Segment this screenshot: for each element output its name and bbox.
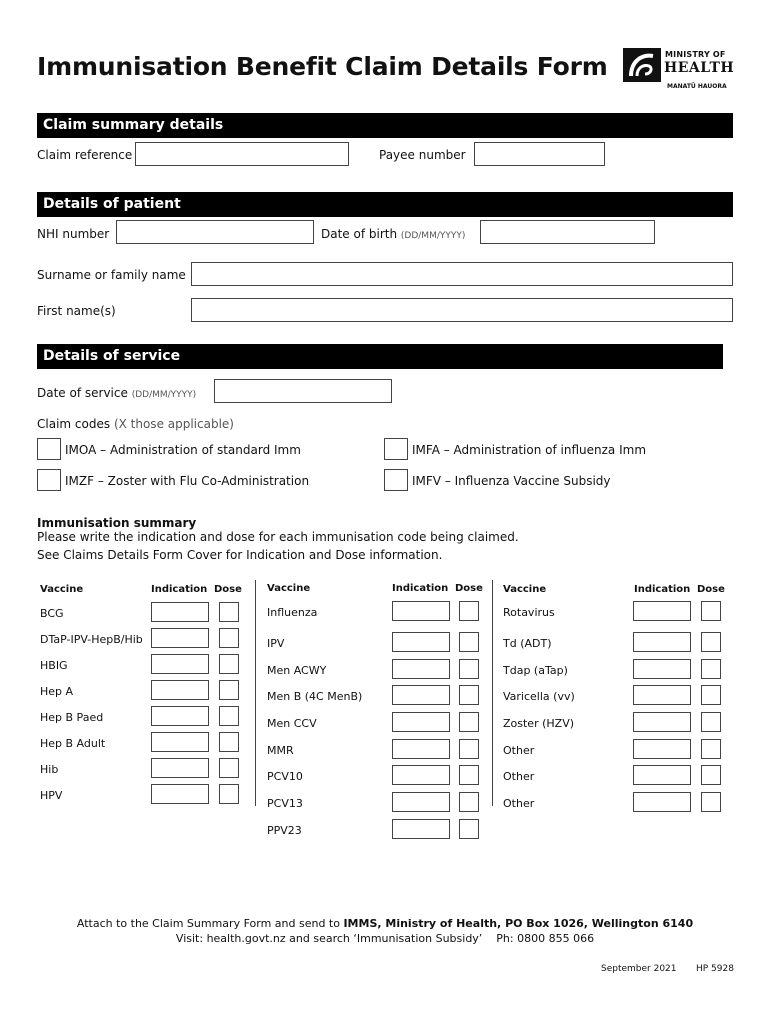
logo-line1: MINISTRY OF <box>665 50 726 59</box>
dose-input[interactable] <box>701 601 721 621</box>
col3-vaccine-header: Vaccine <box>503 584 547 595</box>
indication-input[interactable] <box>151 602 209 622</box>
indication-input[interactable] <box>633 765 691 785</box>
indication-input[interactable] <box>633 601 691 621</box>
vaccine-name: Other <box>503 797 535 810</box>
column-divider-1 <box>255 580 256 806</box>
service-date-label: Date of service (DD/MM/YYYY) <box>37 386 197 400</box>
koru-logo-icon <box>623 48 661 82</box>
indication-input[interactable] <box>392 685 450 705</box>
surname-label: Surname or family name <box>37 268 186 282</box>
dose-input[interactable] <box>219 758 239 778</box>
col2-dose-header: Dose <box>455 583 483 594</box>
vaccine-name: Hep A <box>40 685 74 698</box>
logo-line3: MANATŪ HAUORA <box>667 83 727 90</box>
logo-line2: HEALTH <box>664 60 735 76</box>
summary-line2: See Claims Details Form Cover for Indication and Dose information. <box>37 548 443 562</box>
dose-input[interactable] <box>459 765 479 785</box>
vaccine-name: Men ACWY <box>267 664 327 677</box>
vaccine-name: Hep B Paed <box>40 711 104 724</box>
col2-indication-header: Indication <box>392 583 449 594</box>
vaccine-name: HBIG <box>40 659 68 672</box>
vaccine-name: Td (ADT) <box>503 637 552 650</box>
dose-input[interactable] <box>459 712 479 732</box>
page-title: Immunisation Benefit Claim Details Form <box>37 52 608 81</box>
service-date-hint: (DD/MM/YYYY) <box>131 390 197 400</box>
imzf-checkbox[interactable] <box>37 469 61 491</box>
indication-input[interactable] <box>633 685 691 705</box>
dose-input[interactable] <box>701 765 721 785</box>
vaccine-name: HPV <box>40 789 63 802</box>
indication-input[interactable] <box>151 680 209 700</box>
dose-input[interactable] <box>219 784 239 804</box>
indication-input[interactable] <box>392 659 450 679</box>
vaccine-name: Tdap (aTap) <box>503 664 568 677</box>
vaccine-name: Other <box>503 770 535 783</box>
footer-code: HP 5928 <box>696 964 734 974</box>
indication-input[interactable] <box>633 792 691 812</box>
dob-hint: (DD/MM/YYYY) <box>400 231 466 241</box>
dose-input[interactable] <box>701 739 721 759</box>
col3-indication-header: Indication <box>634 584 691 595</box>
footer-date: September 2021 <box>601 964 677 974</box>
dose-input[interactable] <box>459 659 479 679</box>
indication-input[interactable] <box>151 706 209 726</box>
dose-input[interactable] <box>701 685 721 705</box>
service-date-input[interactable] <box>214 379 392 403</box>
dose-input[interactable] <box>459 685 479 705</box>
indication-input[interactable] <box>633 659 691 679</box>
indication-input[interactable] <box>151 732 209 752</box>
vaccine-name: Hep B Adult <box>40 737 106 750</box>
dob-label: Date of birth (DD/MM/YYYY) <box>321 227 466 241</box>
nhi-label: NHI number <box>37 227 110 241</box>
col1-dose-header: Dose <box>214 584 242 595</box>
vaccine-name: Influenza <box>267 606 318 619</box>
dose-input[interactable] <box>219 706 239 726</box>
vaccine-name: Hib <box>40 763 59 776</box>
vaccine-name: Other <box>503 744 535 757</box>
footer-line1: Attach to the Claim Summary Form and send to IMMS, Ministry of Health, PO Box 1026, Wellington 6140 <box>76 917 694 930</box>
nhi-input[interactable] <box>116 220 314 244</box>
claim-summary-heading: Claim summary details <box>37 113 733 138</box>
surname-input[interactable] <box>191 262 733 286</box>
indication-input[interactable] <box>151 654 209 674</box>
summary-line1: Please write the indication and dose for each immunisation code being claimed. <box>37 530 519 544</box>
vaccine-name: MMR <box>267 744 294 757</box>
dose-input[interactable] <box>219 602 239 622</box>
indication-input[interactable] <box>392 792 450 812</box>
imzf-label: IMZF – Zoster with Flu Co-Administration <box>65 474 310 488</box>
vaccine-name: Zoster (HZV) <box>503 717 575 730</box>
dose-input[interactable] <box>701 632 721 652</box>
vaccine-name: PPV23 <box>267 824 302 837</box>
vaccine-name: PCV13 <box>267 797 303 810</box>
indication-input[interactable] <box>392 601 450 621</box>
dose-input[interactable] <box>701 712 721 732</box>
imfa-checkbox[interactable] <box>384 438 408 460</box>
vaccine-name: DTaP-IPV-HepB/Hib <box>40 633 143 646</box>
indication-input[interactable] <box>633 739 691 759</box>
indication-input[interactable] <box>151 784 209 804</box>
vaccine-name: Varicella (vv) <box>503 690 575 703</box>
imoa-label: IMOA – Administration of standard Imm <box>65 443 301 457</box>
claim-codes-label: Claim codes (X those applicable) <box>37 417 234 431</box>
vaccine-name: BCG <box>40 607 64 620</box>
dose-input[interactable] <box>459 739 479 759</box>
col3-dose-header: Dose <box>697 584 725 595</box>
indication-input[interactable] <box>392 739 450 759</box>
vaccine-name: Men B (4C MenB) <box>267 690 363 703</box>
dose-input[interactable] <box>701 792 721 812</box>
payee-number-label: Payee number <box>379 148 466 162</box>
indication-input[interactable] <box>392 765 450 785</box>
dose-input[interactable] <box>219 732 239 752</box>
first-name-label: First name(s) <box>37 304 116 318</box>
imfv-checkbox[interactable] <box>384 469 408 491</box>
dob-input[interactable] <box>480 220 655 244</box>
col2-vaccine-header: Vaccine <box>267 583 311 594</box>
ministry-logo <box>623 48 733 94</box>
vaccine-name: Rotavirus <box>503 606 555 619</box>
indication-input[interactable] <box>392 712 450 732</box>
payee-number-input[interactable] <box>474 142 605 166</box>
dose-input[interactable] <box>459 792 479 812</box>
indication-input[interactable] <box>392 819 450 839</box>
indication-input[interactable] <box>633 712 691 732</box>
vaccine-name: IPV <box>267 637 285 650</box>
claim-reference-label: Claim reference <box>37 148 133 162</box>
patient-heading: Details of patient <box>37 192 733 217</box>
col1-indication-header: Indication <box>151 584 208 595</box>
first-name-input[interactable] <box>191 298 733 322</box>
dose-input[interactable] <box>219 628 239 648</box>
summary-heading: Immunisation summary <box>37 516 197 530</box>
footer-address: IMMS, Ministry of Health, PO Box 1026, Wellington 6140 <box>343 917 694 930</box>
dose-input[interactable] <box>701 659 721 679</box>
dose-input[interactable] <box>459 601 479 621</box>
col1-vaccine-header: Vaccine <box>40 584 84 595</box>
imoa-checkbox[interactable] <box>37 438 61 460</box>
claim-reference-input[interactable] <box>135 142 349 166</box>
imfv-label: IMFV – Influenza Vaccine Subsidy <box>412 474 611 488</box>
dose-input[interactable] <box>219 654 239 674</box>
indication-input[interactable] <box>151 628 209 648</box>
vaccine-name: Men CCV <box>267 717 317 730</box>
indication-input[interactable] <box>151 758 209 778</box>
indication-input[interactable] <box>392 632 450 652</box>
indication-input[interactable] <box>633 632 691 652</box>
dose-input[interactable] <box>219 680 239 700</box>
service-heading: Details of service <box>37 344 723 369</box>
dose-input[interactable] <box>459 819 479 839</box>
imfa-label: IMFA – Administration of influenza Imm <box>412 443 647 457</box>
column-divider-2 <box>492 580 493 806</box>
vaccine-name: PCV10 <box>267 770 303 783</box>
dose-input[interactable] <box>459 632 479 652</box>
footer-line2: Visit: health.govt.nz and search ‘Immunisation Subsidy’ Ph: 0800 855 066 <box>175 932 595 945</box>
